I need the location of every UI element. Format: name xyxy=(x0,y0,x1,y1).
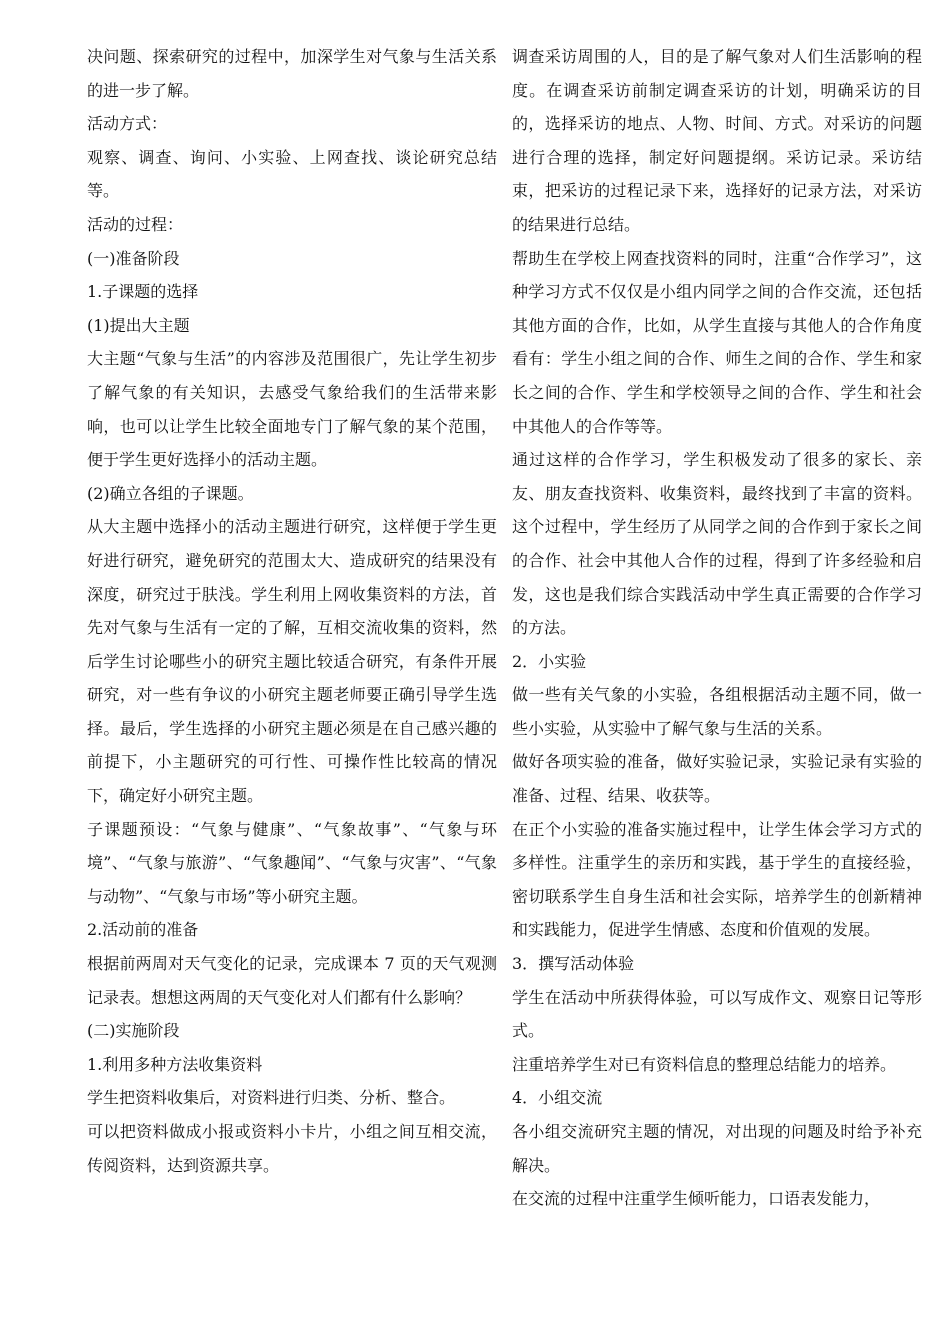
paragraph: 各小组交流研究主题的情况，对出现的问题及时给予补充解决。 xyxy=(512,1122,922,1175)
left-column xyxy=(87,40,497,1182)
paragraph: 学生在活动中所获得体验，可以写成作文、观察日记等形式。 xyxy=(512,987,922,1041)
paragraph: 活动方式： xyxy=(87,114,168,134)
paragraph: 可以把资料做成小报或资料小卡片，小组之间互相交流，传阅资料，达到资源共享。 xyxy=(87,1122,497,1175)
paragraph: 注重培养学生对已有资料信息的整理总结能力的培养。 xyxy=(512,1054,897,1074)
sub-heading: 2.活动前的准备 xyxy=(87,920,199,940)
paragraph: 在交流的过程中注重学生倾听能力，口语表发能力， xyxy=(512,1189,881,1209)
paragraph: 通过这样的合作学习，学生积极发动了很多的家长、亲友、朋友查找资料、收集资料，最终找到了丰富的资料。这个过程中，学生经历了从同学之间的合作到于家长之间的合作、社会中其他人合作的过程，得到了许多经验和启发，这也是我们综合实践活动中学生真正需要的合作学习的方法。 xyxy=(512,450,922,638)
section-heading: (一)准备阶段 xyxy=(87,248,180,268)
paragraph: 做一些有关气象的小实验，各组根据活动主题不同，做一些小实验，从实验中了解气象与生活的关系。 xyxy=(512,685,922,738)
paragraph: 大主题“气象与生活”的内容涉及范围很广，先让学生初步了解气象的有关知识，去感受气象给我们的生活带来影响，也可以让学生比较全面地专门了解气象的某个范围，便于学生更好选择小的活动主题。 xyxy=(87,349,497,470)
section-heading: (二)实施阶段 xyxy=(87,1021,180,1041)
paragraph: 从大主题中选择小的活动主题进行研究，这样便于学生更好进行研究，避免研究的范围太大、造成研究的结果没有深度，研究过于肤浅。学生利用上网收集资料的方法，首先对气象与生活有一定的了解，互相交流收集的资料，然后学生讨论哪些小的研究主题比较适合研究，有条件开展研究，对一些有争议的小研究主题老师要正确引导学生选择。最后，学生选择的小研究主题必须是在自己感兴趣的前提下，小主题研究的可行性、可操作性比较高的情况下，确定好小研究主题。 xyxy=(87,517,497,806)
right-column xyxy=(512,40,922,1216)
paragraph: 观察、调查、询问、小实验、上网查找、谈论研究总结等。 xyxy=(87,147,497,201)
sub-heading: (1)提出大主题 xyxy=(87,315,190,335)
paragraph: 根据前两周对天气变化的记录，完成课本 7 页的天气观测记录表。想想这两周的天气变化对人们都有什么影响？ xyxy=(87,954,497,1007)
sub-heading: (2)确立各组的子课题。 xyxy=(87,483,254,503)
sub-heading: 4．小组交流 xyxy=(512,1088,603,1108)
paragraph: 做好各项实验的准备，做好实验记录，实验记录有实验的准备、过程、结果、收获等。 xyxy=(512,752,922,806)
paragraph: 活动的过程： xyxy=(87,214,184,234)
paragraph: 在正个小实验的准备实施过程中，让学生体会学习方式的多样性。注重学生的亲历和实践，基于学生的直接经验，密切联系学生自身生活和社会实际，培养学生的创新精神和实践能力，促进学生情感、态度和价值观的发展。 xyxy=(512,819,922,940)
sub-heading: 1.利用多种方法收集资料 xyxy=(87,1054,263,1074)
paragraph: 决问题、探索研究的过程中，加深学生对气象与生活关系的进一步了解。 xyxy=(87,47,497,100)
paragraph: 子课题预设：“气象与健康”、“气象故事”、“气象与环境”、“气象与旅游”、“气象趣闻”、“气象与灾害”、“气象与动物”、“气象与市场”等小研究主题。 xyxy=(87,819,497,906)
paragraph: 调查采访周围的人，目的是了解气象对人们生活影响的程度。在调查采访前制定调查采访的计划，明确采访的目的，选择采访的地点、人物、时间、方式。对采访的问题进行合理的选择，制定好问题提纲。采访记录。采访结束，把采访的过程记录下来，选择好的记录方法，对采访的结果进行总结。 xyxy=(512,47,922,234)
paragraph: 学生把资料收集后，对资料进行归类、分析、整合。 xyxy=(87,1088,456,1108)
sub-heading: 1.子课题的选择 xyxy=(87,282,199,302)
paragraph: 帮助生在学校上网查找资料的同时，注重“合作学习”，这种学习方式不仅仅是小组内同学之间的合作交流，还包括其他方面的合作，比如，从学生直接与其他人的合作角度看有：学生小组之间的合作、师生之间的合作、学生和家长之间的合作、学生和学校领导之间的合作、学生和社会中其他人的合作等等。 xyxy=(512,248,922,436)
sub-heading: 2．小实验 xyxy=(512,651,587,671)
sub-heading: 3．撰写活动体验 xyxy=(512,954,635,974)
